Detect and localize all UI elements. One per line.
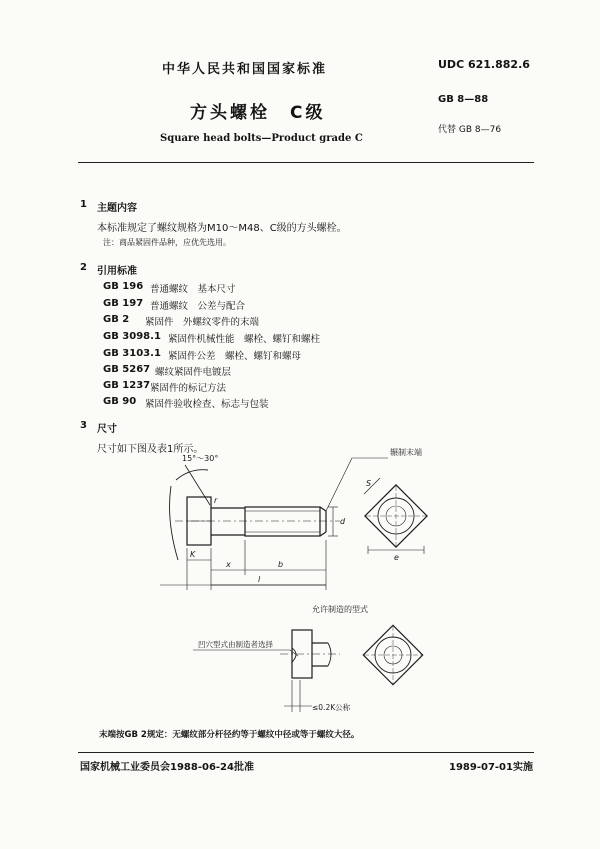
dim-x-label: x [226,560,231,569]
dim-e-label: e [394,553,399,562]
reference-name: 普通螺纹 基本尺寸 [150,284,236,295]
dim-s-label: S [366,479,372,488]
replaces-standard: 代替 GB 8—76 [438,125,502,135]
angle-label: 15°～30° [182,454,219,463]
reference-code: GB 3098.1 [103,331,161,342]
reference-code: GB 197 [103,298,144,309]
end-label: 辗制末端 [390,448,422,457]
standard-title-en: Square head bolts—Product grade C [160,133,363,144]
effective-date: 1989-07-01实施 [449,762,533,773]
reference-code: GB 196 [103,281,144,292]
dim-r-label: r [214,496,218,505]
dim-k-label: K [190,550,196,559]
standard-title-cn: 方头螺栓 C级 [190,103,326,123]
section-1-note: 注：商品紧固件品种，应优先选用。 [103,238,231,247]
section-3-number: 3 [80,420,87,431]
reference-name: 紧固件机械性能 螺栓、螺钉和螺柱 [168,334,321,345]
reference-code: GB 2 [103,314,130,325]
dim-l-label: l [258,575,261,584]
issuing-authority: 中华人民共和国国家标准 [162,62,328,77]
dim-d-label: d [340,517,346,526]
section-1-text: 本标准规定了螺纹规格为M10～M48、C级的方头螺栓。 [97,223,347,234]
reference-code: GB 90 [103,396,137,407]
footnote: 末端按GB 2规定：无螺纹部分杆径约等于螺纹中径或等于螺纹大径。 [99,730,360,740]
footer-rule [78,752,534,753]
reference-code: GB 1237 [103,380,151,391]
udc-number: UDC 621.882.6 [438,58,530,71]
alt-form-dim: ≤0.2K公称 [312,703,351,712]
reference-name: 螺纹紧固件电镀层 [155,367,232,378]
section-3-title: 尺寸 [97,424,117,435]
reference-name: 普通螺纹 公差与配合 [150,301,246,312]
reference-code: GB 3103.1 [103,348,161,359]
alt-form-label: 凹穴型式由制造者选择 [198,640,273,649]
reference-name: 紧固件公差 螺栓、螺钉和螺母 [168,351,302,362]
section-3-text: 尺寸如下图及表1所示。 [97,444,204,455]
reference-code: GB 5267 [103,364,151,375]
section-1-number: 1 [80,199,87,210]
section-2-title: 引用标准 [97,266,137,277]
alt-form-title: 允许制造的型式 [312,605,368,614]
reference-name: 紧固件 外螺纹零件的末端 [145,317,260,328]
section-2-number: 2 [80,262,87,273]
section-1-title: 主题内容 [97,203,137,214]
standard-code: GB 8—88 [438,94,489,105]
approval-info: 国家机械工业委员会1988-06-24批准 [80,762,254,773]
reference-name: 紧固件验收检查、标志与包装 [145,399,269,410]
dim-b-label: b [278,560,284,569]
reference-name: 紧固件的标记方法 [150,383,227,394]
